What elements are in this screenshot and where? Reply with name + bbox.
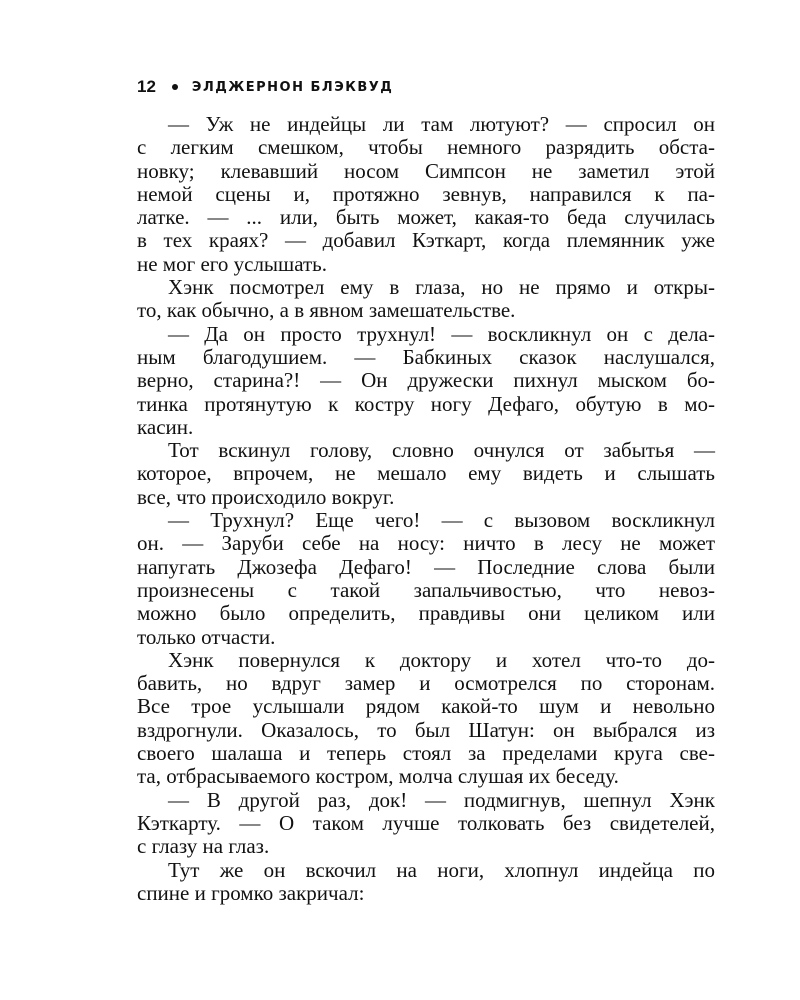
paragraph (137, 509, 715, 649)
running-head (137, 76, 717, 98)
paragraph (137, 649, 715, 789)
text-line: ным благодушием. — Бабкиных сказок наслушался, (137, 344, 715, 369)
text-line: касин. (137, 414, 194, 439)
text-line: своего шалаша и теперь стоял за пределами круга све- (137, 741, 715, 766)
separator-bullet-icon (172, 84, 178, 90)
text-line: можно было определить, правдивы они целиком или (137, 601, 715, 626)
running-head-author: ЭЛДЖЕРНОН БЛЭКВУД (191, 79, 394, 95)
text-line: только отчасти. (137, 624, 276, 649)
paragraph (137, 789, 715, 859)
text-line: та, отбрасываемого костром, молча слушая их беседу. (137, 764, 619, 789)
text-line: — В другой раз, док! — подмигнув, шепнул Хэнк (168, 787, 715, 812)
body-text (137, 113, 715, 905)
paragraph (137, 113, 715, 276)
text-line: спине и громко закричал: (137, 880, 365, 905)
text-line: Хэнк повернулся к доктору и хотел что-то до- (168, 647, 715, 672)
text-line: новку; клевавший носом Симпсон не заметил этой (137, 158, 715, 183)
text-line: верно, старина?! — Он дружески пихнул мыском бо- (137, 368, 715, 393)
text-line: Тут же он вскочил на ноги, хлопнул индейца по (168, 857, 715, 882)
text-line: с глазу на глаз. (137, 834, 270, 859)
text-line: Хэнк посмотрел ему в глаза, но не прямо и откры- (168, 275, 715, 300)
text-line: произнесены с такой запальчивостью, что невоз- (137, 577, 715, 602)
text-line: в тех краях? — добавил Кэткарт, когда племянник уже (137, 228, 715, 253)
text-line: все, что происходило вокруг. (137, 484, 395, 509)
text-line: напугать Джозефа Дефаго! — Последние слова были (137, 554, 715, 579)
text-line: Тот вскинул голову, словно очнулся от забытья — (168, 438, 715, 463)
paragraph (137, 323, 715, 439)
text-line: — Да он просто трухнул! — воскликнул он с дела- (168, 321, 715, 346)
text-line: бавить, но вдруг замер и осмотрелся по сторонам. (137, 671, 715, 696)
text-line: вздрогнули. Оказалось, то был Шатун: он выбрался из (137, 717, 715, 742)
text-line: — Трухнул? Еще чего! — с вызовом воскликнул (168, 508, 715, 533)
text-line: Кэткарту. — О таком лучше толковать без свидетелей, (137, 810, 715, 835)
text-line: он. — Заруби себе на носу: ничто в лесу не может (137, 531, 715, 556)
text-line: тинка протянутую к костру ногу Дефаго, обутую в мо- (137, 391, 715, 416)
text-line: латке. — ... или, быть может, какая-то беда случилась (137, 205, 715, 230)
paragraph (137, 276, 715, 323)
paragraph (137, 859, 715, 906)
text-line: — Уж не индейцы ли там лютуют? — спросил он (168, 112, 715, 136)
text-line: Все трое услышали рядом какой-то шум и невольно (137, 694, 715, 719)
text-line: не мог его услышать. (137, 251, 327, 276)
text-line: с легким смешком, чтобы немного разрядить обста- (137, 135, 715, 160)
text-line: немой сцены и, протяжно зевнув, направился к па- (137, 181, 715, 206)
text-line: которое, впрочем, не мешало ему видеть и слышать (137, 461, 715, 486)
page-number: 12 (137, 77, 156, 96)
text-line: то, как обычно, а в явном замешательстве. (137, 298, 516, 323)
paragraph (137, 439, 715, 509)
